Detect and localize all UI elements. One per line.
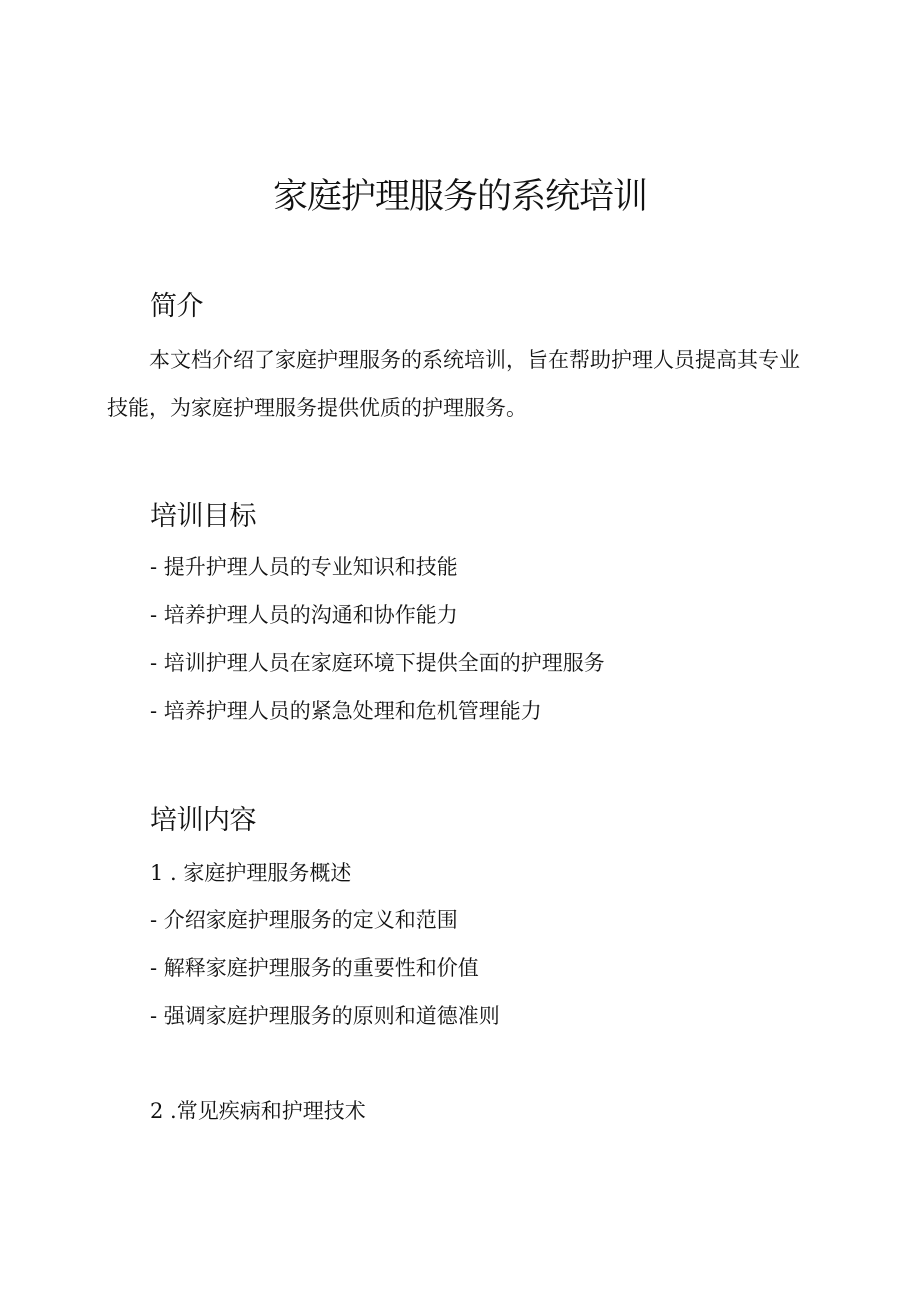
- goal-item: - 培训护理人员在家庭环境下提供全面的护理服务: [150, 651, 605, 675]
- document-title: 家庭护理服务的系统培训: [272, 177, 647, 217]
- content-section-title: 1 . 家庭护理服务概述: [150, 861, 352, 885]
- goal-item: - 培养护理人员的沟通和协作能力: [150, 603, 458, 627]
- content-item: - 介绍家庭护理服务的定义和范围: [150, 908, 458, 932]
- section-heading-goals: 培训目标: [150, 501, 256, 532]
- section-heading-intro: 简介: [150, 291, 203, 322]
- goal-item: - 培养护理人员的紧急处理和危机管理能力: [150, 699, 542, 723]
- goal-item: - 提升护理人员的专业知识和技能: [150, 555, 458, 579]
- content-section-title: 2 .常见疾病和护理技术: [150, 1099, 366, 1123]
- intro-paragraph: 本文档介绍了家庭护理服务的系统培训，旨在帮助护理人员提高其专业技能，为家庭护理服务提供优质的护理服务。: [107, 348, 800, 420]
- section-heading-content: 培训内容: [150, 805, 256, 836]
- content-item: - 强调家庭护理服务的原则和道德准则: [150, 1004, 500, 1028]
- content-item: - 解释家庭护理服务的重要性和价值: [150, 956, 479, 980]
